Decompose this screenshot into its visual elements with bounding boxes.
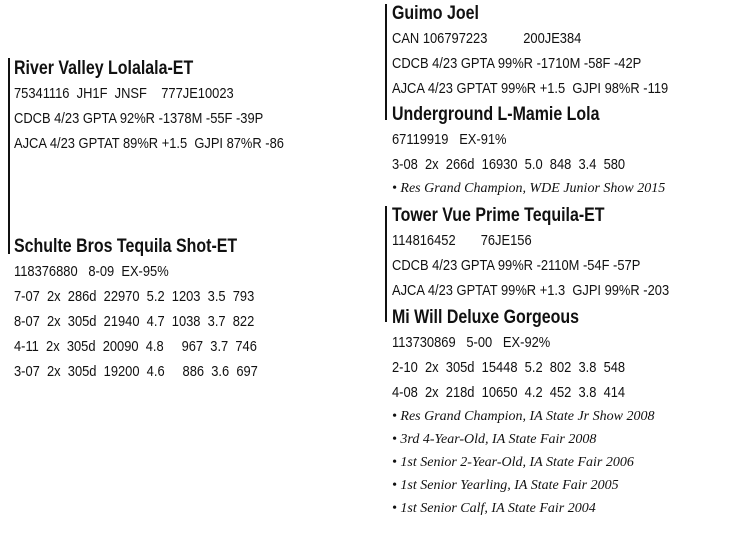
dam-dam-record-row: 4-08 2x 218d 10650 4.2 452 3.8 414 (392, 384, 626, 401)
dam-dam-award: • 1st Senior 2-Year-Old, IA State Fair 2006 (392, 455, 634, 470)
dam-record-row: 3-07 2x 305d 19200 4.6 886 3.6 697 (14, 363, 258, 380)
sire-name: River Valley Lolalala-ET (14, 58, 194, 79)
dam-dam-name: Mi Will Deluxe Gorgeous (392, 307, 579, 328)
dam-dam-award: • 1st Senior Calf, IA State Fair 2004 (392, 501, 596, 516)
dam-record-row: 8-07 2x 305d 21940 4.7 1038 3.7 822 (14, 313, 255, 330)
dam-sire-cdcb-line: CDCB 4/23 GPTA 99%R -2110M -54F -57P (392, 257, 641, 274)
dam-dam-award: • Res Grand Champion, IA State Jr Show 2008 (392, 409, 655, 424)
sire-dam-record-row: 3-08 2x 266d 16930 5.0 848 3.4 580 (392, 156, 626, 173)
sire-cdcb-line: CDCB 4/23 GPTA 92%R -1378M -55F -39P (14, 110, 264, 127)
dam-dam-award: • 1st Senior Yearling, IA State Fair 2005 (392, 478, 619, 493)
sire-registration: 75341116 JH1F JNSF 777JE10023 (14, 85, 234, 102)
dam-sire-ajca-line: AJCA 4/23 GPTAT 99%R +1.3 GJPI 99%R -203 (392, 282, 670, 299)
dam-dam-record-row: 2-10 2x 305d 15448 5.2 802 3.8 548 (392, 359, 626, 376)
sire-sire-name: Guimo Joel (392, 3, 479, 24)
sire-sire-cdcb-line: CDCB 4/23 GPTA 99%R -1710M -58F -42P (392, 55, 642, 72)
sire-sire-entry (392, 2, 713, 101)
dam-sire-name: Tower Vue Prime Tequila-ET (392, 205, 605, 226)
dam-entry (14, 235, 298, 384)
sire-entry (14, 57, 328, 156)
dam-record-row: 7-07 2x 286d 22970 5.2 1203 3.5 793 (14, 288, 255, 305)
pedigree-bracket-sire (385, 4, 387, 120)
pedigree-bracket-dam (385, 206, 387, 322)
dam-record-row: 4-11 2x 305d 20090 4.8 967 3.7 746 (14, 338, 257, 355)
dam-name: Schulte Bros Tequila Shot-ET (14, 236, 238, 257)
sire-dam-registration: 67119919 EX-91% (392, 131, 507, 148)
dam-sire-entry (392, 204, 714, 303)
sire-sire-ajca-line: AJCA 4/23 GPTAT 99%R +1.5 GJPI 98%R -119 (392, 80, 669, 97)
dam-registration: 118376880 8-09 EX-95% (14, 263, 169, 280)
sire-dam-entry (392, 103, 665, 200)
sire-ajca-line: AJCA 4/23 GPTAT 89%R +1.5 GJPI 87%R -86 (14, 135, 284, 152)
dam-sire-registration: 114816452 76JE156 (392, 232, 532, 249)
sire-dam-name: Underground L-Mamie Lola (392, 104, 600, 125)
dam-dam-registration: 113730869 5-00 EX-92% (392, 334, 551, 351)
dam-dam-entry (392, 306, 663, 520)
dam-dam-award: • 3rd 4-Year-Old, IA State Fair 2008 (392, 432, 597, 447)
sire-dam-award: • Res Grand Champion, WDE Junior Show 2015 (392, 181, 666, 196)
sire-sire-registration: CAN 106797223 200JE384 (392, 30, 582, 47)
pedigree-bracket-left (8, 58, 10, 254)
